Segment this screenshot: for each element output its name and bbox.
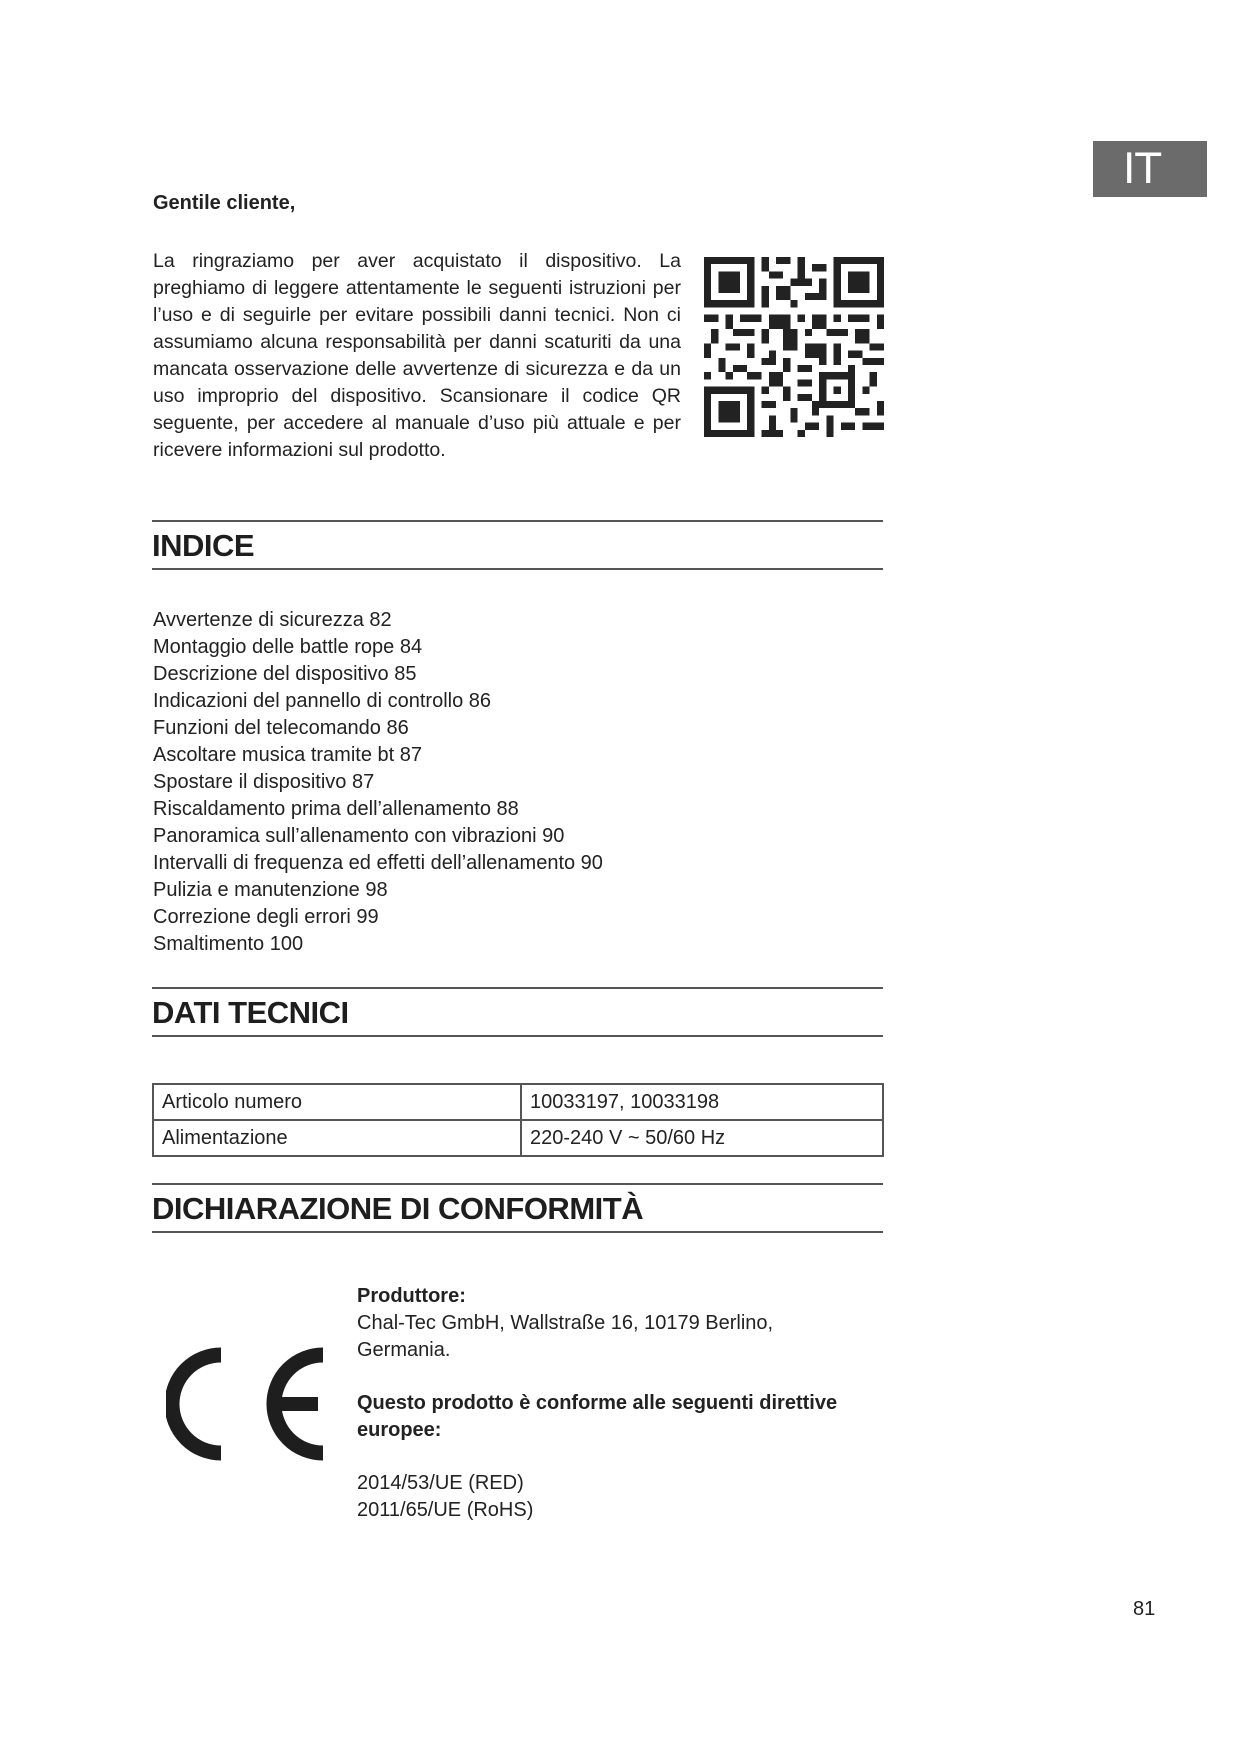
toc-item[interactable]: Montaggio delle battle rope 84 <box>153 636 423 658</box>
spec-label: Alimentazione <box>153 1120 521 1156</box>
spec-value: 10033197, 10033198 <box>521 1084 883 1120</box>
toc-item[interactable]: Ascoltare musica tramite bt 87 <box>153 744 422 766</box>
index-section-header <box>152 520 883 570</box>
toc-item[interactable]: Indicazioni del pannello di controllo 86 <box>153 690 492 712</box>
directive-item: 2014/53/UE (RED) <box>357 1472 524 1494</box>
spec-label: Articolo numero <box>153 1084 521 1120</box>
toc-item[interactable]: Riscaldamento prima dell’allenamento 88 <box>153 798 519 820</box>
toc-item[interactable]: Avvertenze di sicurezza 82 <box>153 609 392 631</box>
table-of-contents <box>153 607 603 958</box>
toc-item[interactable]: Funzioni del telecomando 86 <box>153 717 409 739</box>
producer-country: Germania. <box>357 1339 451 1361</box>
toc-item[interactable]: Descrizione del dispositivo 85 <box>153 663 417 685</box>
toc-item[interactable]: Smaltimento 100 <box>153 933 304 955</box>
producer-label: Produttore: <box>357 1285 466 1307</box>
page-number: 81 <box>1133 1598 1156 1620</box>
table-row <box>153 1084 883 1120</box>
toc-item[interactable]: Pulizia e manutenzione 98 <box>153 879 388 901</box>
index-heading: INDICE <box>152 528 255 563</box>
tech-heading: DATI TECNICI <box>152 995 349 1030</box>
conformity-section-header <box>152 1183 883 1233</box>
greeting: Gentile cliente, <box>153 192 296 214</box>
directives-label-cont: europee: <box>357 1419 442 1441</box>
toc-item[interactable]: Intervalli di frequenza ed effetti dell’allenamento 90 <box>153 852 603 874</box>
qr-code-icon <box>704 257 884 437</box>
conformity-text <box>357 1283 877 1524</box>
language-tab: IT <box>1093 141 1207 197</box>
toc-item[interactable]: Correzione degli errori 99 <box>153 906 379 928</box>
toc-item[interactable]: Panoramica sull’allenamento con vibrazioni 90 <box>153 825 565 847</box>
table-row <box>153 1120 883 1156</box>
intro-paragraph: La ringraziamo per aver acquistato il dispositivo. La preghiamo di leggere attentamente le seguenti istruzioni per l’uso e di seguirle per evitare possibili danni tecnici. Non ci assumiamo alcuna responsabilità per danni scaturiti da una mancata osservazione delle avvertenze di sicurezza e da un uso improprio del dispositivo. Scansionare il codice QR seguente, per accedere al manuale d’uso più attuale e per ricevere informazioni sul prodotto. <box>153 250 681 461</box>
toc-item[interactable]: Spostare il dispositivo 87 <box>153 771 375 793</box>
tech-section-header <box>152 987 883 1037</box>
ce-mark-icon <box>166 1345 330 1463</box>
producer-address: Chal-Tec GmbH, Wallstraße 16, 10179 Berlino, <box>357 1312 774 1334</box>
spec-value: 220-240 V ~ 50/60 Hz <box>521 1120 883 1156</box>
tech-specs-table <box>152 1083 884 1157</box>
directives-label: Questo prodotto è conforme alle seguenti direttive <box>357 1392 838 1414</box>
conformity-heading: DICHIARAZIONE DI CONFORMITÀ <box>152 1191 644 1226</box>
directive-item: 2011/65/UE (RoHS) <box>357 1499 534 1521</box>
